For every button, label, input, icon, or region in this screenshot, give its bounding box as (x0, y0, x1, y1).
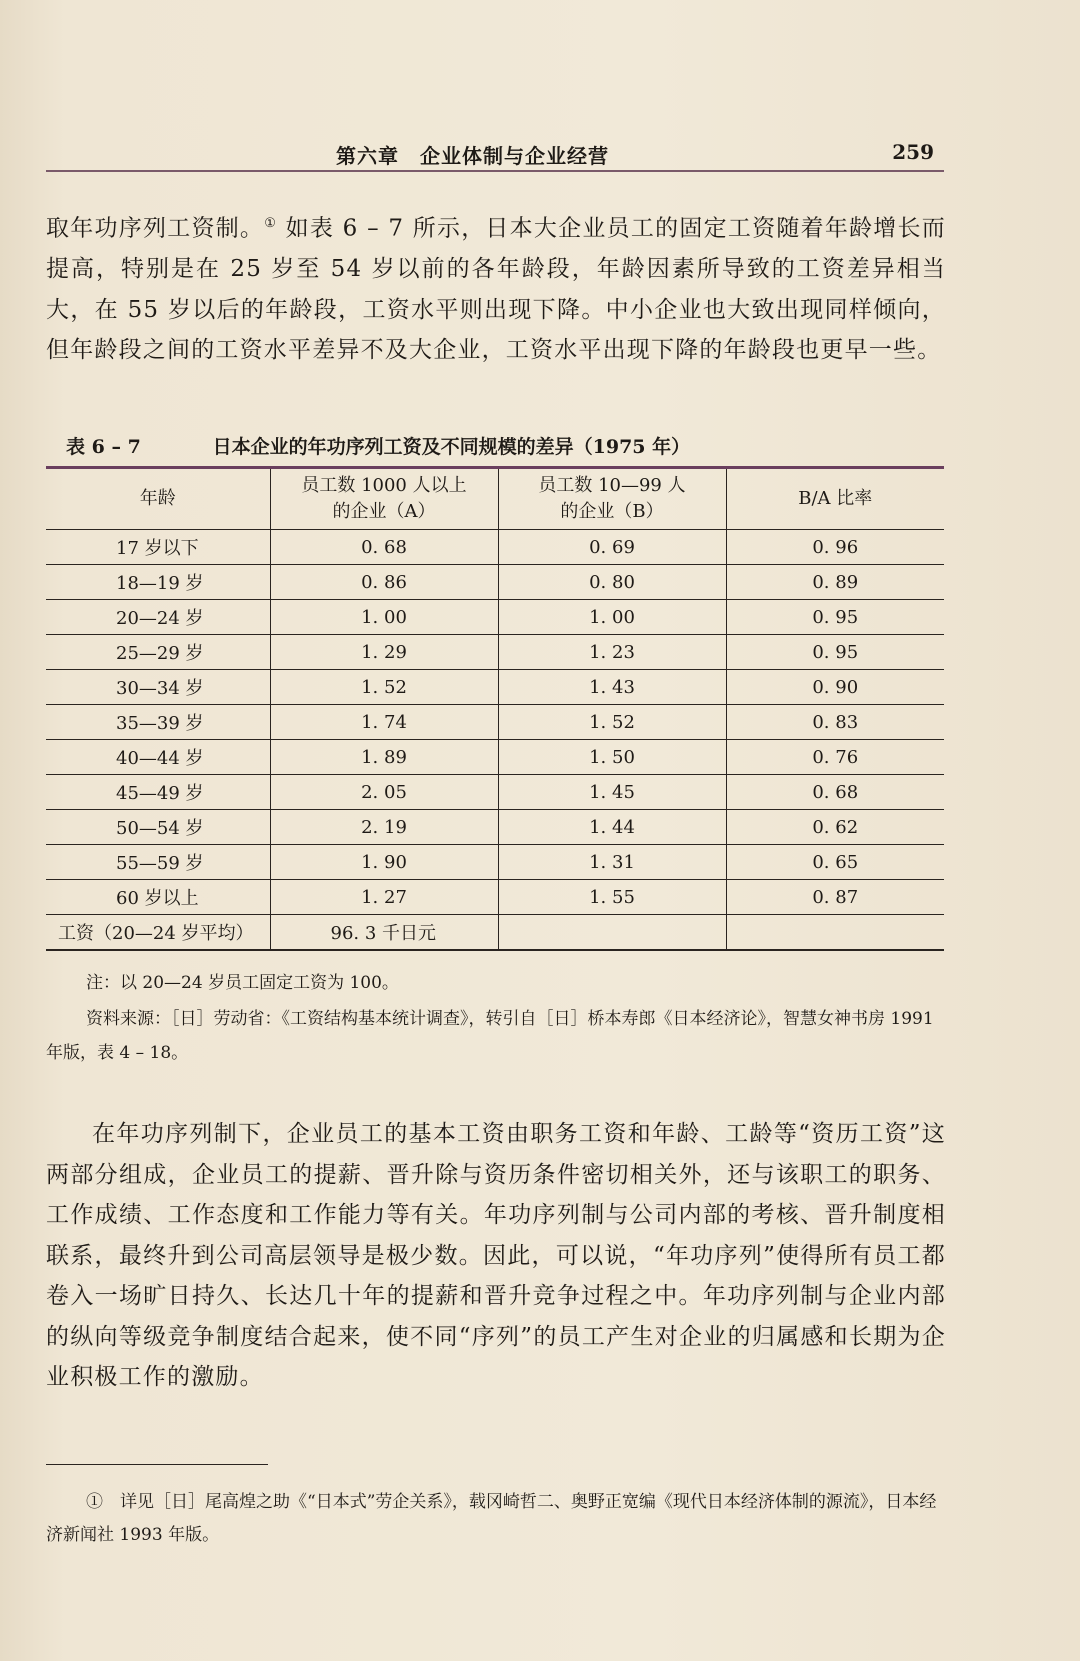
cell-b: 1. 45 (498, 775, 726, 810)
cell-ratio: 0. 95 (726, 635, 944, 670)
cell-a: 1. 00 (270, 600, 498, 635)
table-row (46, 635, 944, 670)
cell-a: 1. 27 (270, 880, 498, 915)
table-row (46, 845, 944, 880)
cell-ratio: 0. 96 (726, 530, 944, 565)
cell-a: 1. 29 (270, 635, 498, 670)
body-paragraph-1 (46, 204, 946, 371)
table-source: 资料来源：［日］劳动省：《工资结构基本统计调查》，转引自［日］桥本寿郎《日本经济论》，智慧女神书房 1991 年版，表 4 – 18。 (46, 1009, 934, 1063)
header-age: 年龄 (46, 468, 270, 530)
chapter-title: 第六章 企业体制与企业经营 (336, 144, 609, 168)
cell-b: 1. 50 (498, 740, 726, 775)
footnote: ① 详见［日］尾高煌之助《“日本式”劳企关系》，载冈崎哲二、奥野正宽编《现代日本经济体制的源流》，日本经济新闻社 1993 年版。 (46, 1492, 937, 1545)
cell-b: 0. 80 (498, 565, 726, 600)
cell-age: 20—24 岁 (46, 600, 270, 635)
cell-b: 1. 43 (498, 670, 726, 705)
wage-table (46, 466, 944, 951)
cell-age: 45—49 岁 (46, 775, 270, 810)
header-large-firms: 员工数 1000 人以上 的企业（A） (270, 468, 498, 530)
table-note: 注：以 20—24 岁员工固定工资为 100。 (86, 973, 399, 993)
table-row (46, 810, 944, 845)
cell-ratio: 0. 90 (726, 670, 944, 705)
table-row (46, 530, 944, 565)
cell-a: 1. 89 (270, 740, 498, 775)
paragraph-text-a: 取年功序列工资制。 (46, 215, 265, 242)
table-row (46, 565, 944, 600)
table-row (46, 705, 944, 740)
cell-age: 55—59 岁 (46, 845, 270, 880)
cell-ratio: 0. 95 (726, 600, 944, 635)
header-ratio: B/A 比率 (726, 468, 944, 530)
cell-b: 1. 23 (498, 635, 726, 670)
cell-ratio: 0. 83 (726, 705, 944, 740)
table-number: 表 6 – 7 (66, 436, 141, 458)
cell-total-a: 96. 3 千日元 (270, 915, 498, 951)
cell-b: 1. 55 (498, 880, 726, 915)
table-total-row (46, 915, 944, 951)
paragraph-text-b: 如表 6 – 7 所示，日本大企业员工的固定工资随着年龄增长而提高，特别是在 25 岁至 54 岁以前的各年龄段，年龄因素所导致的工资差异相当大，在 55 岁以后的年龄段，工资水平则出现下降。中小企业也大致出现同样倾向，但年龄段之间的工资水平差异不及大企业，工资水平出现下降的年龄段也更早一些。 (46, 215, 946, 364)
footnote-ref: ① (264, 216, 278, 231)
cell-total-ratio (726, 915, 944, 951)
cell-age: 17 岁以下 (46, 530, 270, 565)
body-paragraph-2: 在年功序列制下，企业员工的基本工资由职务工资和年龄、工龄等“资历工资”这两部分组成，企业员工的提薪、晋升除与资历条件密切相关外，还与该职工的职务、工作成绩、工作态度和工作能力等有关。年功序列制与公司内部的考核、晋升制度相联系，最终升到公司高层领导是极少数。因此，可以说，“年功序列”使得所有员工都卷入一场旷日持久、长达几十年的提薪和晋升竞争过程之中。年功序列制与企业内部的纵向等级竞争制度结合起来，使不同“序列”的员工产生对企业的归属感和长期为企业积极工作的激励。 (46, 1121, 946, 1390)
cell-b: 1. 00 (498, 600, 726, 635)
cell-b: 1. 31 (498, 845, 726, 880)
cell-a: 1. 90 (270, 845, 498, 880)
cell-age: 60 岁以上 (46, 880, 270, 915)
cell-b: 1. 44 (498, 810, 726, 845)
cell-a: 1. 74 (270, 705, 498, 740)
cell-ratio: 0. 62 (726, 810, 944, 845)
cell-ratio: 0. 65 (726, 845, 944, 880)
cell-age: 40—44 岁 (46, 740, 270, 775)
table-row (46, 670, 944, 705)
cell-total-label: 工资（20—24 岁平均） (46, 915, 270, 951)
cell-age: 18—19 岁 (46, 565, 270, 600)
cell-age: 25—29 岁 (46, 635, 270, 670)
footnote-divider (46, 1464, 268, 1465)
cell-ratio: 0. 87 (726, 880, 944, 915)
running-header (46, 136, 944, 172)
cell-a: 0. 68 (270, 530, 498, 565)
cell-ratio: 0. 68 (726, 775, 944, 810)
cell-a: 2. 05 (270, 775, 498, 810)
cell-ratio: 0. 89 (726, 565, 944, 600)
header-small-firms: 员工数 10—99 人 的企业（B） (498, 468, 726, 530)
table-header-row (46, 468, 944, 530)
cell-age: 30—34 岁 (46, 670, 270, 705)
cell-a: 2. 19 (270, 810, 498, 845)
table-row (46, 600, 944, 635)
cell-age: 35—39 岁 (46, 705, 270, 740)
cell-total-b (498, 915, 726, 951)
cell-b: 1. 52 (498, 705, 726, 740)
cell-a: 1. 52 (270, 670, 498, 705)
table-caption (66, 432, 690, 459)
cell-a: 0. 86 (270, 565, 498, 600)
table-row (46, 775, 944, 810)
table-title: 日本企业的年功序列工资及不同规模的差异（1975 年） (212, 436, 691, 458)
cell-b: 0. 69 (498, 530, 726, 565)
table-row (46, 740, 944, 775)
page-number: 259 (892, 140, 934, 164)
cell-age: 50—54 岁 (46, 810, 270, 845)
cell-ratio: 0. 76 (726, 740, 944, 775)
table-row (46, 880, 944, 915)
